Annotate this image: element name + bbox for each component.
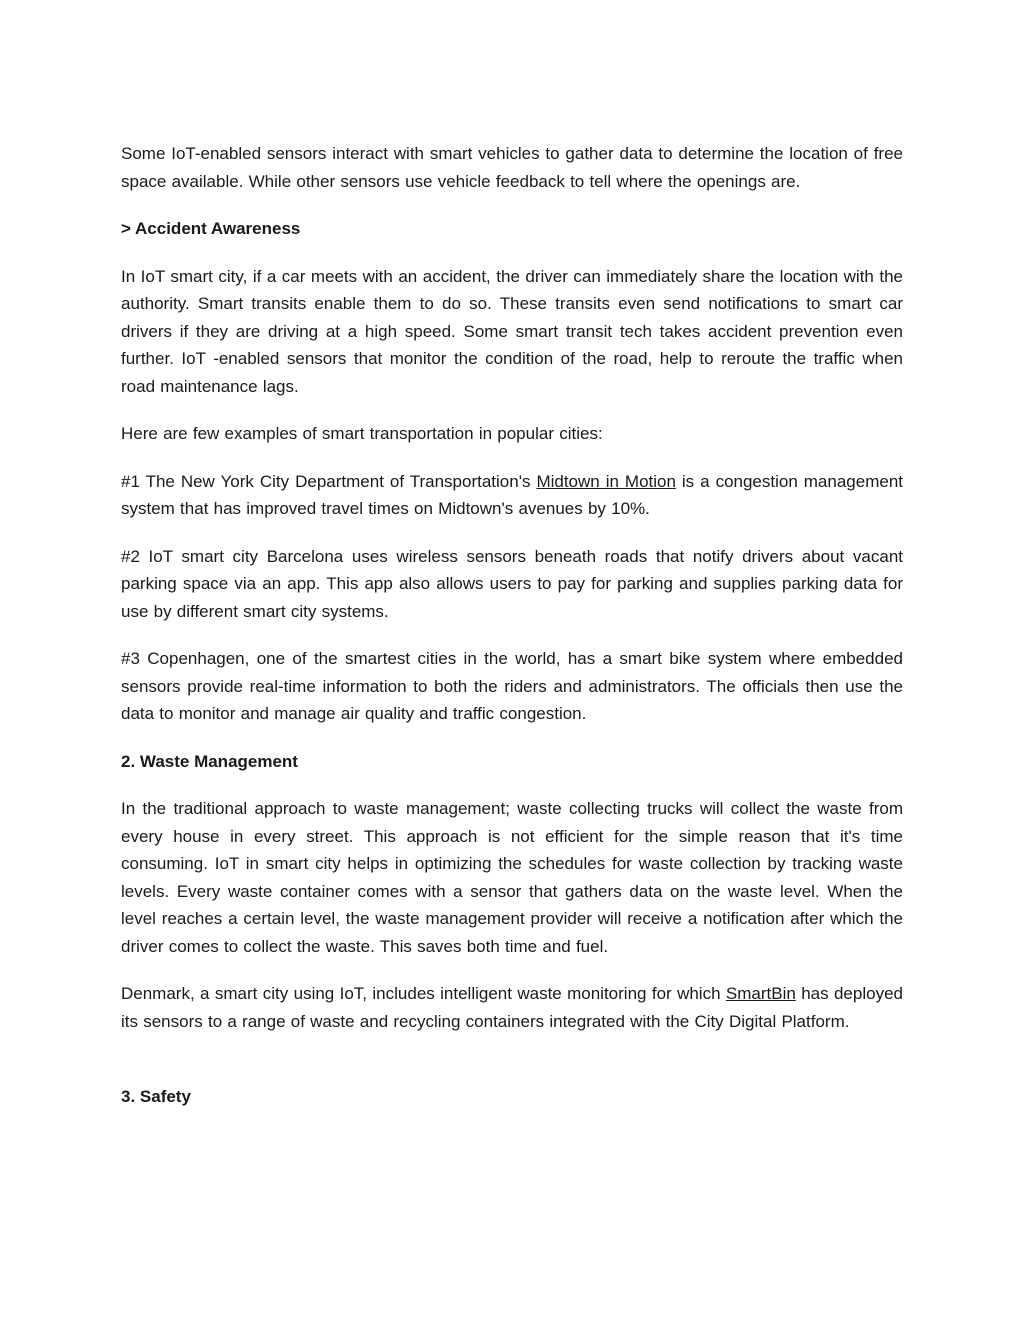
example-nyc-text-before: #1 The New York City Department of Transportation's <box>121 471 537 491</box>
denmark-text-before: Denmark, a smart city using IoT, includes intelligent waste monitoring for which <box>121 984 726 1003</box>
paragraph-denmark-smartbin <box>121 980 903 1035</box>
paragraph-accident-awareness: In IoT smart city, if a car meets with an accident, the driver can immediately share the location with the authority. Smart transits enable them to do so. These transits even send notifications to smart car drivers if they are driving at a high speed. Some smart transit tech takes accident prevention even further. IoT -enabled sensors that monitor the condition of the road, help to reroute the traffic when road maintenance lags. <box>121 266 903 396</box>
midtown-in-motion-link[interactable]: Midtown in Motion <box>536 471 676 491</box>
paragraph-example-nyc <box>121 468 903 523</box>
heading-safety: 3. Safety <box>121 1087 191 1106</box>
paragraph-waste-management: In the traditional approach to waste management; waste collecting trucks will collect the waste from every house in every street. This approach is not efficient for the simple reason that it's time consuming. IoT in smart city helps in optimizing the schedules for waste collection by tracking waste levels. Every waste container comes with a sensor that gathers data on the waste level. When the level reaches a certain level, the waste management provider will receive a notification after which the driver comes to collect the waste. This saves both time and fuel. <box>121 799 903 956</box>
example-nyc-text-after: is a congestion management system that has improved travel times on Midtown's avenues by 10%. <box>121 471 903 518</box>
paragraph-example-copenhagen: #3 Copenhagen, one of the smartest cities in the world, has a smart bike system where embedded sensors provide real-time information to both the riders and administrators. The officials then use the data to monitor and manage air quality and traffic congestion. <box>121 649 903 723</box>
smartbin-link[interactable]: SmartBin <box>725 984 796 1003</box>
denmark-text-after: has deployed its sensors to a range of waste and recycling containers integrated with the City Digital Platform. <box>121 984 903 1031</box>
heading-waste-management: 2. Waste Management <box>121 751 298 771</box>
heading-accident-awareness: > Accident Awareness <box>121 219 301 238</box>
document-page <box>121 140 903 1131</box>
paragraph-examples-intro: Here are few examples of smart transportation in popular cities: <box>121 424 603 443</box>
paragraph-example-barcelona: #2 IoT smart city Barcelona uses wireless sensors beneath roads that notify drivers about vacant parking space via an app. This app also allows users to pay for parking and supplies parking data for use by different smart city systems. <box>121 546 903 621</box>
paragraph-parking-sensors: Some IoT-enabled sensors interact with smart vehicles to gather data to determine the location of free space available. While other sensors use vehicle feedback to tell where the openings are. <box>121 144 903 191</box>
